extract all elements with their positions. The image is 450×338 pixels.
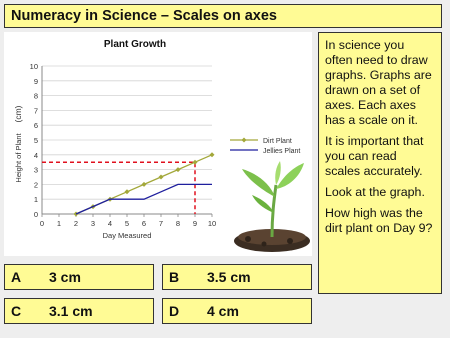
answer-value: 3 cm	[49, 269, 81, 285]
answer-value: 3.1 cm	[49, 303, 93, 319]
data-point	[159, 175, 164, 180]
chart-title: Plant Growth	[103, 39, 167, 50]
answer-value: 3.5 cm	[207, 269, 251, 285]
answer-option-d[interactable]	[162, 298, 312, 324]
y-tick-label: 4	[33, 150, 38, 160]
question-paragraph-look: Look at the graph.	[325, 185, 425, 199]
question-paragraph-intro: In science you often need to draw graphs. Graphs are drawn on a set of axes. Each axes has a scale on it.	[325, 38, 432, 127]
question-paragraph-scales: It is important that you can read scales accurately.	[325, 134, 424, 178]
data-point	[125, 189, 130, 194]
x-tick-label: 6	[141, 219, 147, 228]
x-tick-label: 5	[124, 219, 130, 228]
x-tick-label: 8	[175, 219, 181, 228]
question-paragraph-ask: How high was the dirt plant on Day 9?	[325, 206, 433, 235]
x-tick-label: 0	[39, 219, 45, 228]
legend-marker	[242, 138, 247, 143]
y-tick-label: 9	[33, 76, 38, 86]
answer-value: 4 cm	[207, 303, 239, 319]
question-panel	[318, 32, 442, 294]
y-tick-label: 0	[33, 210, 38, 219]
y-tick-label: 1	[33, 195, 38, 205]
y-tick-label: 2	[33, 180, 38, 190]
data-point	[210, 152, 215, 157]
legend-label: Dirt Plant	[263, 138, 292, 145]
y-tick-label: 8	[33, 91, 38, 101]
y-tick-label: 7	[33, 106, 38, 116]
data-point	[142, 182, 147, 187]
y-tick-label: 5	[33, 136, 38, 145]
legend-label: Jellies Plant	[263, 148, 301, 155]
y-tick-label: 6	[33, 121, 38, 131]
answer-letter: B	[169, 269, 180, 285]
slide-title: Numeracy in Science – Scales on axes	[4, 4, 442, 28]
data-point	[193, 160, 198, 165]
x-tick-label: 7	[158, 219, 164, 228]
answer-letter: D	[169, 303, 180, 319]
x-tick-label: 4	[107, 219, 113, 228]
answer-option-a[interactable]	[4, 264, 154, 290]
answer-letter: A	[11, 269, 22, 285]
y-tick-label: 3	[33, 165, 38, 175]
answer-letter: C	[11, 303, 22, 319]
x-tick-label: 1	[56, 219, 62, 228]
x-tick-label: 2	[73, 219, 79, 228]
y-axis-unit-label: (cm)	[13, 105, 23, 123]
data-point	[176, 167, 181, 172]
answer-option-c[interactable]	[4, 298, 154, 324]
x-tick-label: 3	[90, 219, 96, 228]
x-axis-label: Day Measured	[102, 231, 152, 240]
y-axis-label: Height of Plant	[14, 133, 23, 183]
x-tick-label: 10	[207, 219, 217, 228]
x-tick-label: 9	[192, 219, 198, 228]
answer-option-b[interactable]	[162, 264, 312, 290]
seedling-image	[230, 155, 315, 255]
y-tick-label: 10	[29, 62, 38, 71]
